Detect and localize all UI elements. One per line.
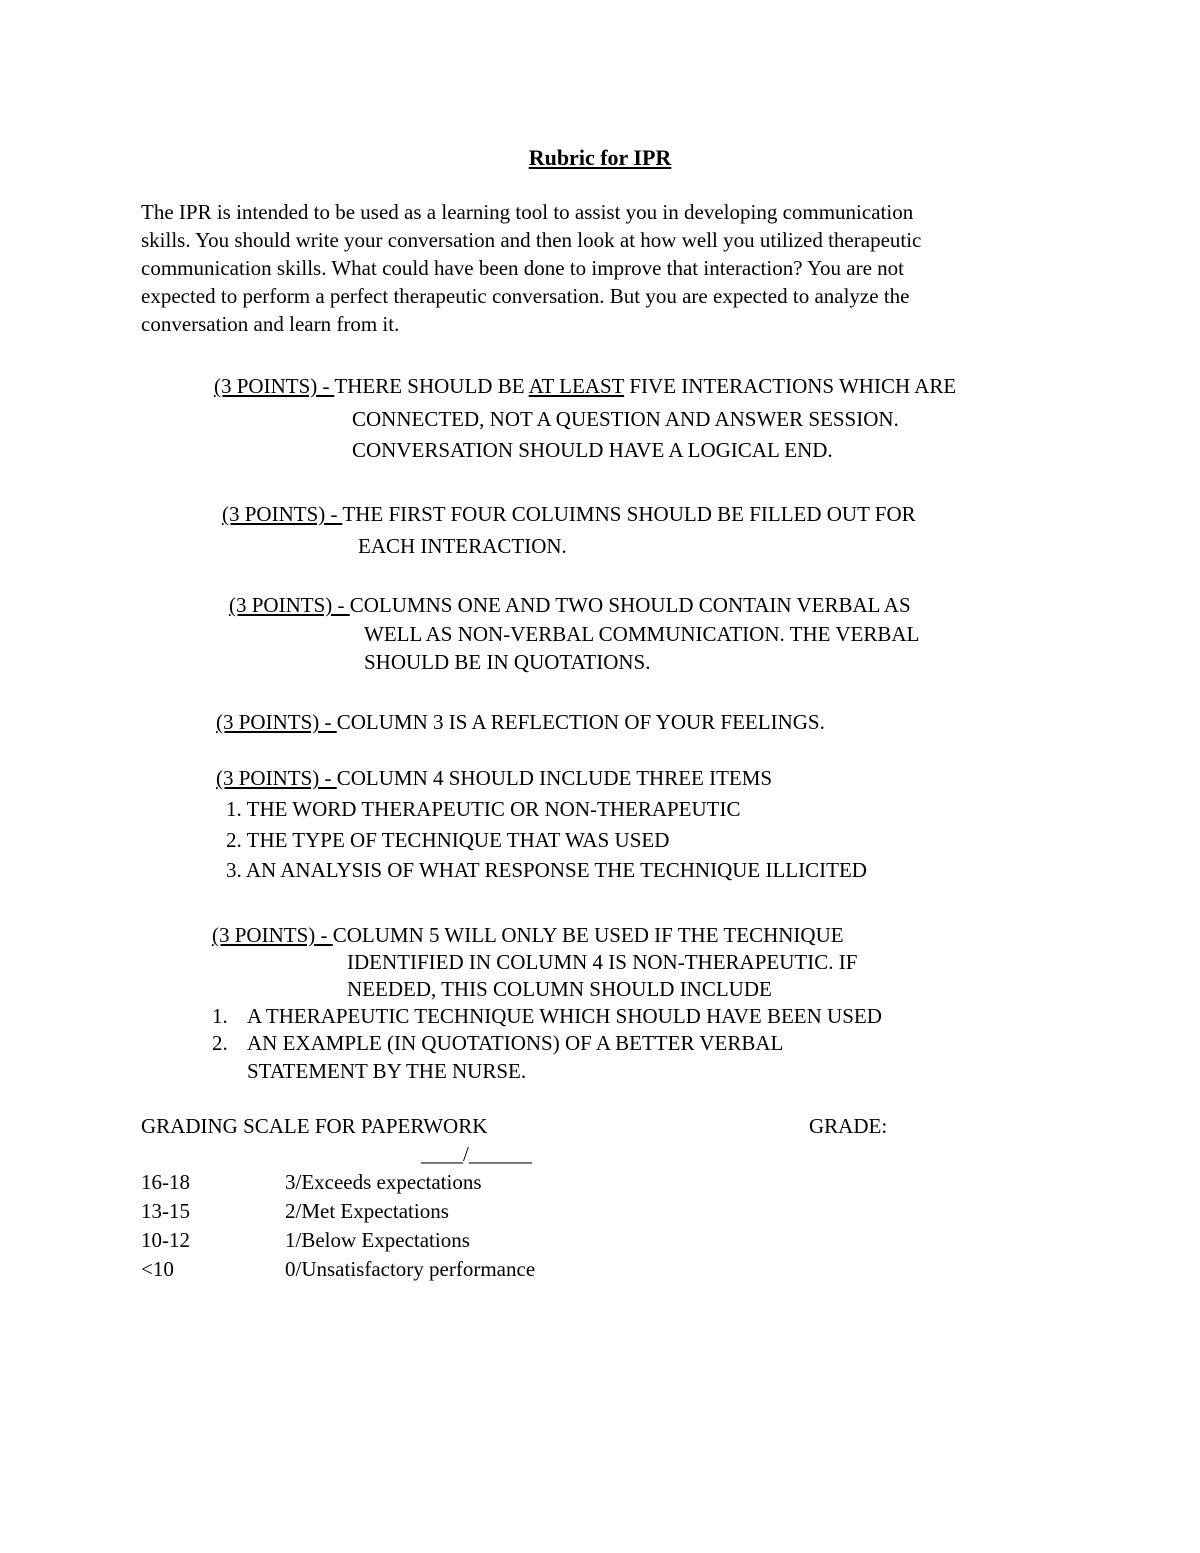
intro-line: skills. You should write your conversation and then look at how well you utilized therapeutic bbox=[141, 228, 922, 252]
criterion-text: COLUMNS ONE AND TWO SHOULD CONTAIN VERBAL AS bbox=[349, 593, 911, 617]
grading-range: 16-18 bbox=[141, 1170, 190, 1194]
grade-blank: ____/______ bbox=[421, 1142, 532, 1166]
criterion-text: THERE SHOULD BE bbox=[334, 374, 529, 398]
criterion-text: COLUMN 3 IS A REFLECTION OF YOUR FEELINGS. bbox=[336, 710, 825, 734]
criterion-text: FIVE INTERACTIONS WHICH ARE bbox=[624, 374, 957, 398]
criterion-points: (3 POINTS) - bbox=[214, 374, 335, 398]
criterion-6-item-number: 1. bbox=[212, 1004, 228, 1028]
grading-description: 0/Unsatisfactory performance bbox=[285, 1257, 536, 1281]
criterion-6-item: AN EXAMPLE (IN QUOTATIONS) OF A BETTER VERBAL bbox=[247, 1031, 784, 1055]
criterion-3-line bbox=[229, 591, 911, 619]
criterion-text: COLUMN 4 SHOULD INCLUDE THREE ITEMS bbox=[336, 766, 773, 790]
grading-description: 1/Below Expectations bbox=[285, 1228, 470, 1252]
criterion-6-cont: IDENTIFIED IN COLUMN 4 IS NON-THERAPEUTIC. IF bbox=[347, 950, 858, 974]
criterion-points: (3 POINTS) - bbox=[222, 502, 343, 526]
criterion-points: (3 POINTS) - bbox=[216, 710, 337, 734]
grading-description: 3/Exceeds expectations bbox=[285, 1170, 482, 1194]
criterion-2-line bbox=[222, 500, 916, 528]
criterion-5-item: 1. THE WORD THERAPEUTIC OR NON-THERAPEUTIC bbox=[226, 797, 741, 821]
criterion-5-item: 3. AN ANALYSIS OF WHAT RESPONSE THE TECHNIQUE ILLICITED bbox=[226, 858, 867, 882]
criterion-3-cont: SHOULD BE IN QUOTATIONS. bbox=[364, 650, 651, 674]
criterion-5-item: 2. THE TYPE OF TECHNIQUE THAT WAS USED bbox=[226, 828, 670, 852]
criterion-6-item-number: 2. bbox=[212, 1031, 228, 1055]
criterion-points: (3 POINTS) - bbox=[212, 923, 333, 947]
criterion-6-line bbox=[212, 921, 844, 949]
intro-line: expected to perform a perfect therapeutic conversation. But you are expected to analyze the bbox=[141, 284, 910, 308]
criterion-1-line bbox=[214, 372, 956, 400]
criterion-4-line bbox=[216, 708, 825, 736]
grading-range: <10 bbox=[141, 1257, 174, 1281]
criterion-text: COLUMN 5 WILL ONLY BE USED IF THE TECHNIQUE bbox=[332, 923, 844, 947]
grading-range: 13-15 bbox=[141, 1199, 190, 1223]
criterion-2-cont: EACH INTERACTION. bbox=[358, 534, 567, 558]
criterion-6-item: A THERAPEUTIC TECHNIQUE WHICH SHOULD HAVE BEEN USED bbox=[247, 1004, 882, 1028]
grade-label: GRADE: bbox=[809, 1114, 888, 1138]
criterion-points: (3 POINTS) - bbox=[216, 766, 337, 790]
criterion-text: THE FIRST FOUR COLUIMNS SHOULD BE FILLED OUT FOR bbox=[342, 502, 916, 526]
criterion-1-cont: CONVERSATION SHOULD HAVE A LOGICAL END. bbox=[352, 438, 833, 462]
page-title: Rubric for IPR bbox=[528, 145, 672, 170]
intro-paragraph bbox=[141, 198, 1051, 338]
criterion-6-cont: NEEDED, THIS COLUMN SHOULD INCLUDE bbox=[347, 977, 772, 1001]
criterion-emphasis: AT LEAST bbox=[528, 374, 625, 398]
grading-range: 10-12 bbox=[141, 1228, 190, 1252]
intro-line: conversation and learn from it. bbox=[141, 312, 400, 336]
criterion-points: (3 POINTS) - bbox=[229, 593, 350, 617]
criterion-6-item-cont: STATEMENT BY THE NURSE. bbox=[247, 1059, 527, 1083]
criterion-1-cont: CONNECTED, NOT A QUESTION AND ANSWER SESSION. bbox=[352, 407, 899, 431]
grading-description: 2/Met Expectations bbox=[285, 1199, 449, 1223]
grading-heading: GRADING SCALE FOR PAPERWORK bbox=[141, 1114, 488, 1138]
intro-line: communication skills. What could have been done to improve that interaction? You are not bbox=[141, 256, 905, 280]
criterion-5-line bbox=[216, 764, 772, 792]
criterion-3-cont: WELL AS NON-VERBAL COMMUNICATION. THE VERBAL bbox=[364, 622, 920, 646]
intro-line: The IPR is intended to be used as a learning tool to assist you in developing communication bbox=[141, 200, 914, 224]
